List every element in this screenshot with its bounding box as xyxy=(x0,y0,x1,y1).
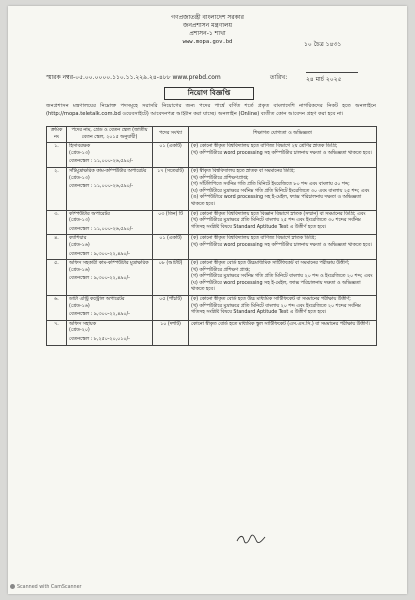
row-qualification xyxy=(189,167,377,210)
row-serial: ৬. xyxy=(47,296,67,321)
header-count: পদের সংখ্যা xyxy=(153,127,189,143)
table-row xyxy=(47,167,377,210)
qualification-line: (ক) স্বীকৃত বিশ্ববিদ্যালয় হতে স্নাতক বা সমমানের ডিগ্রি; xyxy=(191,168,295,174)
row-count: ০৫ (পাঁচটি) xyxy=(153,296,189,321)
row-serial: ১. xyxy=(47,143,67,168)
qualification-line: (ক) কোনো স্বীকৃত বোর্ড হতে উচ্চ মাধ্যমিক সার্টিফিকেট বা সমমানের পরীক্ষায় উত্তীর্ণ; xyxy=(191,297,351,303)
table-row xyxy=(47,143,377,168)
row-count: ০৮ (আটটি) xyxy=(153,260,189,296)
date-label: তারিখ: xyxy=(270,74,288,81)
website: www.mopa.gov.bd xyxy=(182,39,233,45)
row-count: ১০ (দশটি) xyxy=(153,320,189,345)
row-count: ০১ (একটি) xyxy=(153,143,189,168)
qualification-line: (গ) সাঁটলিপিতে সর্বনিম্ন গতি প্রতি মিনিটে ইংরেজিতে ৮০ শব্দ এবং বাংলায় ৫০ শব্দ; xyxy=(191,182,350,188)
post-grade: (গ্রেড-১৬) xyxy=(69,267,90,273)
post-name: অফিস সহায়ক xyxy=(69,321,96,327)
post-name: হিসাবরক্ষক xyxy=(69,144,91,150)
row-qualification xyxy=(189,320,377,345)
post-salary: বেতনস্কেল : ১১,০০০-২৬,৫৯০/- xyxy=(69,226,133,232)
post-salary: বেতনস্কেল : ৯,৩০০-২২,৪৯০/- xyxy=(69,276,130,282)
table-row xyxy=(47,235,377,260)
qualification-line: (ঙ) কম্পিউটারে word processing সহ ই-মেইল, ফ্যাক্স পরিচালনায় দক্ষতা ও অভিজ্ঞতা থাকতে হবে। xyxy=(191,195,362,207)
row-qualification xyxy=(189,296,377,321)
table-header-row xyxy=(47,127,377,143)
post-grade: (গ্রেড-১৩) xyxy=(69,175,90,181)
section-name: প্রশাসন-১ শাখা xyxy=(189,30,226,37)
qualification-line: (খ) কম্পিউটারে মুদ্রাক্ষরে প্রতি মিনিটে বাংলায় ২৫ শব্দ এবং ইংরেজিতে ৩০ শব্দের সর্বনিম্ন গতিসহ সংশ্লিষ্ট বিষয়ে Standard Aptitude Test এ উত্তীর্ণ হতে হবে। xyxy=(191,218,361,230)
row-post xyxy=(67,167,153,210)
qualification-line: (গ) কম্পিউটারে মুদ্রাক্ষরে সর্বনিম্ন গতি প্রতি মিনিটে বাংলায় ২০ শব্দ ও ইংরেজিতে ২০ শব্দ; এবং xyxy=(191,274,373,280)
qualification-line: (ক) কোনো স্বীকৃত বিশ্ববিদ্যালয় হতে বিজ্ঞান বিভাগে স্নাতক (সম্মান) বা সমমানের ডিগ্রি; এবং xyxy=(191,211,366,217)
post-name: ক্যাশিয়ার xyxy=(69,236,87,242)
recruitment-table xyxy=(46,126,377,346)
intro-paragraph: জনপ্রশাসন মন্ত্রণালয়ের নিম্নোক্ত পদসমূহে সরাসরি নিয়োগের জন্য পদের পার্শ্বে বর্ণিত শর্তে প্রকৃত বাংলাদেশি নাগরিকদের নিকট হতে অনলাইনে (http://mopa.teletalk.com.bd ওয়েবসাইটে) আবেদনপত্র আহ্বান করা যাচ্ছে। অনলাইন (Online) ব্যতীত কোন আবেদন গ্রহণ করা হবে না। xyxy=(46,103,376,117)
govt-name: গণপ্রজাতন্ত্রী বাংলাদেশ সরকার xyxy=(171,14,244,21)
row-serial: ৫. xyxy=(47,260,67,296)
memo-number: স্মারক নম্বর-০৫.০০.০০০০.১১০.১১.২২৯.২৪-৪৮৮ www.prebd.com xyxy=(46,74,221,81)
document-page xyxy=(8,6,407,594)
row-post xyxy=(67,320,153,345)
table-row xyxy=(47,210,377,235)
post-salary: বেতনস্কেল : ৮,২৫০-২০,০১০/- xyxy=(69,337,130,343)
row-post xyxy=(67,143,153,168)
post-salary: বেতনস্কেল : ৯,৩০০-২২,৪৯০/- xyxy=(69,251,130,257)
camscanner-icon xyxy=(10,584,15,589)
post-grade: (গ্রেড-২০) xyxy=(69,328,90,334)
post-grade: (গ্রেড-১৩) xyxy=(69,218,90,224)
post-name: সাঁটমুদ্রাক্ষরিক কাম-কম্পিউটার অপারেটর xyxy=(69,168,147,174)
ministry-name: জনপ্রশাসন মন্ত্রণালয় xyxy=(182,22,233,29)
post-salary: বেতনস্কেল : ১১,০০০-২৬,৫৯০/- xyxy=(69,184,133,190)
qualification-line: (ক) কোনো স্বীকৃত বিশ্ববিদ্যালয় হতে বাণিজ্য বিভাগে স্নাতক ডিগ্রি; xyxy=(191,236,316,242)
qualification-line: (ক) কোনো স্বীকৃত বিশ্ববিদ্যালয় হতে বাণিজ্য বিভাগে ২য় শ্রেণির স্নাতক ডিগ্রি; xyxy=(191,144,338,150)
row-qualification xyxy=(189,235,377,260)
date-english: ২৪ মার্চ ২০২৫ xyxy=(306,72,358,85)
row-qualification xyxy=(189,260,377,296)
post-name: অফিস সহকারী কাম-কম্পিউটার মুদ্রাক্ষরিক xyxy=(69,261,149,267)
row-count: ০১ (একটি) xyxy=(153,235,189,260)
row-serial: ৭. xyxy=(47,320,67,345)
row-post xyxy=(67,235,153,260)
qualification-line: (খ) কম্পিউটারে মুদ্রাক্ষরে প্রতি মিনিটে বাংলায় ২০ শব্দ এবং ইংরেজিতে ২০ শব্দের সর্বনিম্ন গতিসহ সংশ্লিষ্ট বিষয়ে Standard Aptitude Test এ উত্তীর্ণ হতে হবে। xyxy=(191,303,361,316)
header-post: পদের নাম, গ্রেড ও বেতন স্কেল (জাতীয় বেতন স্কেল, ২০১৫ অনুযায়ী) xyxy=(67,127,153,143)
qualification-line: (ঘ) কম্পিউটারে word processing সহ ই-মেইল, ফ্যাক্স পরিচালনায় দক্ষতা ও অভিজ্ঞতা থাকতে হবে। xyxy=(191,280,361,293)
qualification-line: (খ) কম্পিউটারে প্রশিক্ষণপ্রাপ্ত; xyxy=(191,175,249,181)
post-salary: বেতনস্কেল : ১১,০০০-২৬,৫৯০/- xyxy=(69,159,133,165)
row-qualification xyxy=(189,143,377,168)
row-post xyxy=(67,210,153,235)
post-name: কম্পিউটার অপারেটর xyxy=(69,211,110,217)
qualification-line: (ক) কোনো স্বীকৃত বোর্ড হতে উচ্চমাধ্যমিক সার্টিফিকেট বা সমমানের পরীক্ষায় উত্তীর্ণ; xyxy=(191,261,350,267)
post-salary: বেতনস্কেল : ৯,৩০০-২২,৪৯০/- xyxy=(69,312,130,318)
header-qualification: শিক্ষাগত যোগ্যতা ও অভিজ্ঞতা xyxy=(189,127,377,143)
row-count: ০৩ (তিন) টি xyxy=(153,210,189,235)
row-serial: ২. xyxy=(47,167,67,210)
post-grade: (গ্রেড-১৩) xyxy=(69,150,90,156)
notice-title: নিয়োগ বিজ্ঞপ্তি xyxy=(164,87,254,100)
row-post xyxy=(67,260,153,296)
post-name: ডাটা এন্ট্রি কন্ট্রোল অপারেটর xyxy=(69,297,125,303)
table-row xyxy=(47,296,377,321)
row-count: ১৭ (সতেরটি) xyxy=(153,167,189,210)
qualification-line: (ঘ) কম্পিউটারে মুদ্রাক্ষরে সর্বনিম্ন গতি প্রতি মিনিটে ইংরেজিতে ৩০ এবং বাংলায় ২৫ শব্দ; এবং xyxy=(191,188,370,194)
scanner-label: Scanned with CamScanner xyxy=(17,585,82,590)
table-row xyxy=(47,320,377,345)
header-serial: ক্রমিক নং xyxy=(47,127,67,143)
qualification-line: (খ) কম্পিউটারে word processing সহ কম্পিউটার চালনায় দক্ষতা ও অভিজ্ঞতা থাকতে হবে। xyxy=(191,150,372,156)
signature xyxy=(236,533,266,545)
qualification-line: কোনো স্বীকৃত বোর্ড হতে মাধ্যমিক স্কুল সার্টিফিকেট (এস.এস.সি.) বা সমমানের পরীক্ষায় উত্তীর্ণ। xyxy=(191,321,370,327)
qualification-line: (খ) কম্পিউটারে word processing সহ কম্পিউটার চালনায় দক্ষতা ও অভিজ্ঞতা থাকতে হবে। xyxy=(191,242,372,248)
date-bangla: ১০ চৈত্র ১৪৩১ xyxy=(304,41,342,48)
row-post xyxy=(67,296,153,321)
qualification-line: (খ) কম্পিউটারে প্রশিক্ষণ প্রাপ্ত; xyxy=(191,267,251,273)
scanner-footer xyxy=(10,584,82,590)
row-serial: ৩. xyxy=(47,210,67,235)
row-serial: ৪. xyxy=(47,235,67,260)
post-grade: (গ্রেড-১৬) xyxy=(69,242,90,248)
table-row xyxy=(47,260,377,296)
post-grade: (গ্রেড-১৬) xyxy=(69,303,90,309)
row-qualification xyxy=(189,210,377,235)
